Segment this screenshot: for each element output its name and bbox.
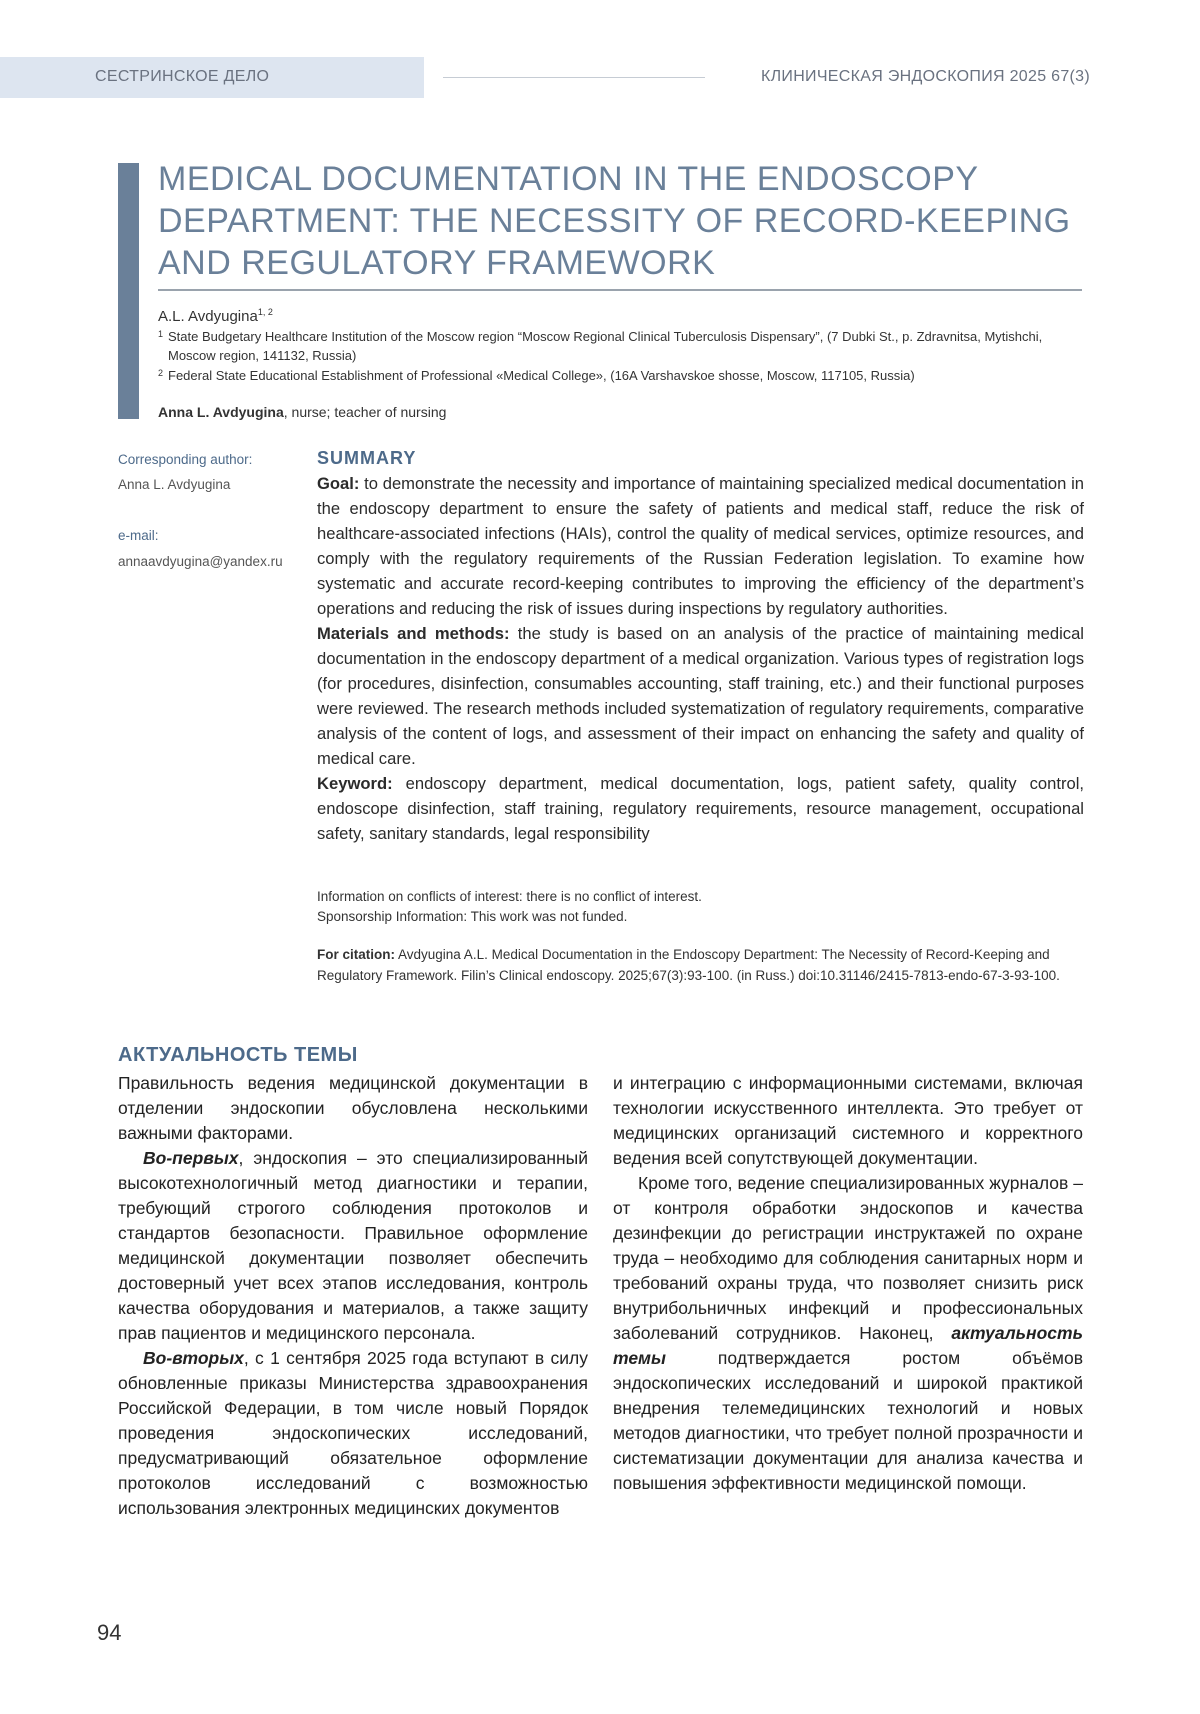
body-column-right	[613, 1071, 1083, 1496]
page-number: 94	[97, 1620, 122, 1645]
author-role-name: Anna L. Avdyugina	[158, 404, 284, 420]
title-accent-bar	[118, 163, 139, 419]
affiliation-text: State Budgetary Healthcare Institution of the Moscow region “Moscow Regional Clinical Tuberculosis Dispensary”, (7 Dubki St., p. Zdravnitsa, Mytishchi, Moscow region, 141132, Russia)	[168, 329, 1043, 363]
body-paragraph	[118, 1346, 588, 1521]
methods-label: Materials and methods:	[317, 624, 510, 643]
author-affil-marks: 1, 2	[257, 307, 273, 317]
body-paragraph	[613, 1171, 1083, 1496]
paragraph-text: , эндоскопия – это специализированный высокотехнологичный метод диагностики и терапии, требующий строгого соблюдения протоколов и стандартов безопасности. Правильное оформление медицинской документации позволяет обеспечить достоверный учет всех этапов исследования, контроль качества оборудования и материалов, а также защиту прав пациентов и медицинского персонала.	[118, 1148, 588, 1343]
affiliation-number: 2	[158, 368, 164, 378]
paragraph-text: , с 1 сентября 2025 года вступают в силу обновленные приказы Министерства здравоохранения Российской Федерации, в том числе новый Порядок проведения эндоскопических исследований, предусматривающий обязательное оформление протоколов исследований с возможностью использования электронных медицинских документов	[118, 1348, 588, 1518]
corresponding-author-name: Anna L. Avdyugina	[118, 477, 231, 492]
summary-body	[317, 471, 1084, 846]
running-header-journal: КЛИНИЧЕСКАЯ ЭНДОСКОПИЯ 2025 67(3)	[760, 68, 1090, 85]
citation-text: Avdyugina A.L. Medical Documentation in the Endoscopy Department: The Necessity of Record-Keeping and Regulatory Framework. Filin’s Clinical endoscopy. 2025;67(3):93-100. (in Russ.) doi:10.31146/2415-7813-endo-67-3-93-100.	[317, 947, 1060, 983]
author-role	[158, 404, 446, 420]
corresponding-author-label: Corresponding author:	[118, 452, 253, 467]
author-name: A.L. Avdyugina	[158, 308, 258, 325]
methods-text: the study is based on an analysis of the practice of maintaining medical documentation in the endoscopy department of a medical organization. Various types of registration logs (for procedures, disinfection, consumables accounting, staff training, etc.) and their functional purposes were reviewed. The research methods included systematization of regulatory requirements, comparative analysis of the content of logs, and assessment of their impact on enhancing the safety and quality of medical care.	[317, 624, 1084, 768]
emphasis-lead: Во-первых	[143, 1148, 239, 1168]
title-rule	[158, 289, 1082, 291]
affiliation-number: 1	[158, 329, 164, 339]
paragraph-text: подтверждается ростом объёмов эндоскопических исследований и широкой практикой внедрения телемедицинских технологий и новых методов диагностики, что требует полной прозрачности и систематизации документации для анализа качества и повышения эффективности медицинской помощи.	[613, 1348, 1083, 1493]
summary-methods	[317, 621, 1084, 771]
body-paragraph	[118, 1146, 588, 1346]
header-divider	[443, 77, 705, 78]
author-line	[158, 307, 273, 325]
conflict-statement: Information on conflicts of interest: there is no conflict of interest.	[317, 889, 702, 904]
sponsorship-statement: Sponsorship Information: This work was not funded.	[317, 909, 628, 924]
section-heading: АКТУАЛЬНОСТЬ ТЕМЫ	[118, 1044, 358, 1066]
citation-label: For citation:	[317, 947, 395, 962]
affiliation-2	[158, 366, 1078, 385]
goal-text: to demonstrate the necessity and importance of maintaining specialized medical documentation in the endoscopy department to ensure the safety of patients and medical staff, reduce the risk of healthcare-associated infections (HAIs), control the quality of medical services, optimize resources, and comply with the regulatory requirements of the Russian Federation legislation. To examine how systematic and accurate record-keeping contributes to improving the efficiency of the department’s operations and reducing the risk of issues during inspections by regulatory authorities.	[317, 474, 1084, 618]
paragraph-text: Кроме того, ведение специализированных журналов – от контроля обработки эндоскопов и качества дезинфекции до регистрации инструктажей по охране труда – необходимо для соблюдения санитарных норм и требований охраны труда, что позволяет снизить риск внутрибольничных инфекций и профессиональных заболеваний сотрудников. Наконец,	[613, 1173, 1083, 1343]
emphasis-lead: Во-вторых	[143, 1348, 244, 1368]
email-link[interactable]: annaavdyugina@yandex.ru	[118, 554, 283, 569]
emphasis-lead: актуальность темы	[613, 1323, 1083, 1368]
body-paragraph: и интеграцию с информационными системами, включая технологии искусственного интеллекта. Это требует от медицинских организаций системного и корректного ведения всей сопутствующей документации.	[613, 1073, 1083, 1168]
email-label: e-mail:	[118, 528, 159, 543]
disclosure-info	[317, 887, 702, 927]
citation	[317, 944, 1087, 986]
body-column-left	[118, 1071, 588, 1521]
summary-goal	[317, 471, 1084, 621]
author-role-text: , nurse; teacher of nursing	[283, 404, 447, 420]
goal-label: Goal:	[317, 474, 360, 493]
keyword-label: Keyword:	[317, 774, 393, 793]
affiliation-text: Federal State Educational Establishment of Professional «Medical College», (16A Varshavskoe shosse, Moscow, 117105, Russia)	[168, 368, 915, 383]
keyword-text: endoscopy department, medical documentation, logs, patient safety, quality control, endoscope disinfection, staff training, regulatory requirements, resource management, occupational safety, sanitary standards, legal responsibility	[317, 774, 1084, 843]
article-title: MEDICAL DOCUMENTATION IN THE ENDOSCOPY DEPARTMENT: THE NECESSITY OF RECORD-KEEPING AND REGULATORY FRAMEWORK	[158, 160, 1071, 282]
body-paragraph: Правильность ведения медицинской документации в отделении эндоскопии обусловлена несколькими важными факторами.	[118, 1073, 588, 1143]
summary-heading: SUMMARY	[317, 448, 417, 468]
summary-keywords	[317, 771, 1084, 846]
affiliation-1	[158, 327, 1078, 365]
running-header-section: СЕСТРИНСКОЕ ДЕЛО	[0, 57, 424, 98]
